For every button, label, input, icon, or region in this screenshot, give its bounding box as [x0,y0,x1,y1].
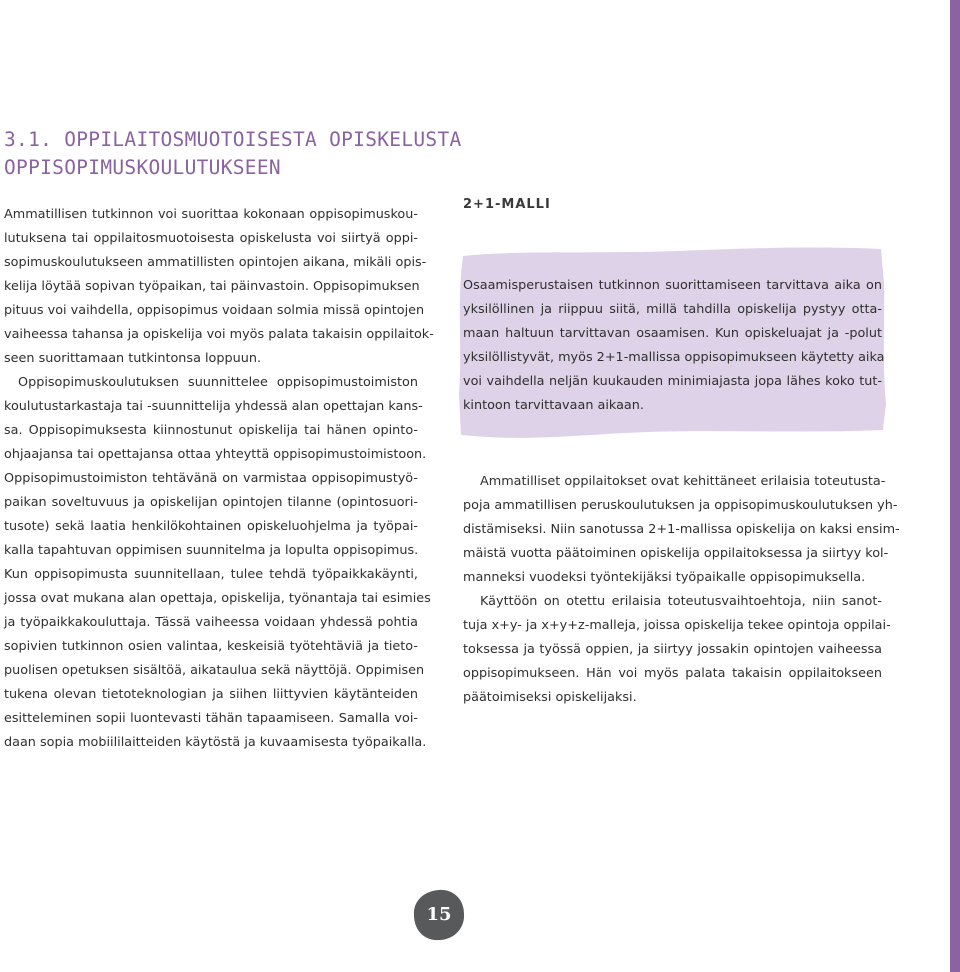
right-column-text [463,470,900,710]
body-line: koulutustarkastaja tai -suunnittelija yhdessä alan opettajan kans- [4,399,423,414]
body-line: ja työpaikkakouluttaja. Tässä vaiheessa voidaan yhdessä pohtia [4,615,418,630]
section-heading-line-1: 3.1. OPPILAITOSMUOTOISESTA OPISKELUSTA [4,128,462,151]
body-line: Ammatilliset oppilaitokset ovat kehittäneet erilaisia toteutusta- [480,474,886,489]
body-line: jossa ovat mukana alan opettaja, opiskelija, työnantaja tai esimies [4,591,431,606]
body-line: puolisen opetuksen sisältöä, aikataulua sekä näyttöjä. Oppimisen [4,663,425,678]
body-line: toksessa ja työssä oppien, ja siirtyy jossakin opintojen vaiheessa [463,642,882,657]
body-line: päätoimiseksi opiskelijaksi. [463,690,637,705]
body-line: seen suorittamaan tutkintonsa loppuun. [4,351,262,366]
body-line: manneksi vuodeksi työntekijäksi työpaikalle oppisopimuksella. [463,570,866,585]
section-heading [4,126,462,182]
body-line: poja ammatillisen peruskoulutuksen ja oppisopimuskoulutuksen yh- [463,498,898,513]
page-number-badge [412,888,466,942]
body-line: Käyttöön on otettu erilaisia toteutusvaihtoehtoja, niin sanot- [480,594,882,609]
page-edge-stripe [950,0,960,972]
body-line: lutuksena tai oppilaitosmuotoisesta opiskelusta voi siirtyä oppi- [4,231,418,246]
body-line: vaiheessa tahansa ja opiskelija voi myös palata takaisin oppilaitok- [4,327,434,342]
callout-line: Osaamisperustaisen tutkinnon suorittamiseen tarvittava aika on [463,278,882,293]
body-line: Ammatillisen tutkinnon voi suorittaa kokonaan oppisopimuskou- [4,207,418,222]
callout-text [463,274,885,418]
body-line: kalla tapahtuvan oppimisen suunnitelma ja lopulta oppisopimus. [4,543,419,558]
body-line: kelija löytää sopivan työpaikan, tai päinvastoin. Oppisopimuksen [4,279,420,294]
body-line: tusote) sekä laatia henkilökohtainen opiskeluohjelma ja työpai- [4,519,418,534]
body-line: sa. Oppisopimuksesta kiinnostunut opiskelija tai hänen opinto- [4,423,418,438]
left-column-text [4,203,434,755]
callout-line: yksilöllinen ja riippuu siitä, millä tahdilla opiskelija pystyy otta- [463,302,882,317]
body-line: sopimuskoulutukseen ammatillisten opintojen aikana, mikäli opis- [4,255,427,270]
body-line: ohjaajansa tai opettajansa ottaa yhteyttä oppisopimustoimistoon. [4,447,427,462]
body-line: mäistä vuotta päätoiminen opiskelija oppilaitoksessa ja siirtyy kol- [463,546,889,561]
body-line: distämiseksi. Niin sanotussa 2+1-mallissa opiskelija on kaksi ensim- [463,522,900,537]
body-line: daan sopia mobiililaitteiden käytöstä ja kuvaamisesta työpaikalla. [4,735,427,750]
body-line: Oppisopimustoimiston tehtävänä on varmistaa oppisopimustyö- [4,471,418,486]
callout-line: voi vaihdella neljän kuukauden minimiajasta jopa lähes koko tut- [463,374,882,389]
callout-title: 2+1-MALLI [463,197,551,212]
body-line: Kun oppisopimusta suunnitellaan, tulee tehdä työpaikkakäynti, [4,567,418,582]
body-line: paikan soveltuvuus ja opiskelijan opintojen tilanne (opintosuori- [4,495,418,510]
body-line: tuja x+y- ja x+y+z-malleja, joissa opiskelija tekee opintoja oppilai- [463,618,891,633]
body-line: Oppisopimuskoulutuksen suunnittelee oppisopimustoimiston [18,375,418,390]
body-line: tukena olevan tietoteknologian ja siihen liittyvien käytänteiden [4,687,418,702]
callout-line: kintoon tarvittavaan aikaan. [463,398,644,413]
section-heading-line-2: OPPISOPIMUSKOULUTUKSEEN [4,156,281,179]
body-line: esitteleminen sopii luontevasti tähän tapaamiseen. Samalla voi- [4,711,418,726]
body-line: sopivien tutkinnon osien valintaa, keskeisiä työtehtäviä ja tieto- [4,639,418,654]
callout-line: yksilöllistyvät, myös 2+1-mallissa oppisopimukseen käytetty aika [463,350,885,365]
body-line: oppisopimukseen. Hän voi myös palata takaisin oppilaitokseen [463,666,882,681]
page-number: 15 [426,904,452,925]
body-line: pituus voi vaihdella, oppisopimus voidaan solmia missä opintojen [4,303,425,318]
callout-line: maan haltuun tarvittavan osaamisen. Kun opiskeluajat ja -polut [463,326,882,341]
